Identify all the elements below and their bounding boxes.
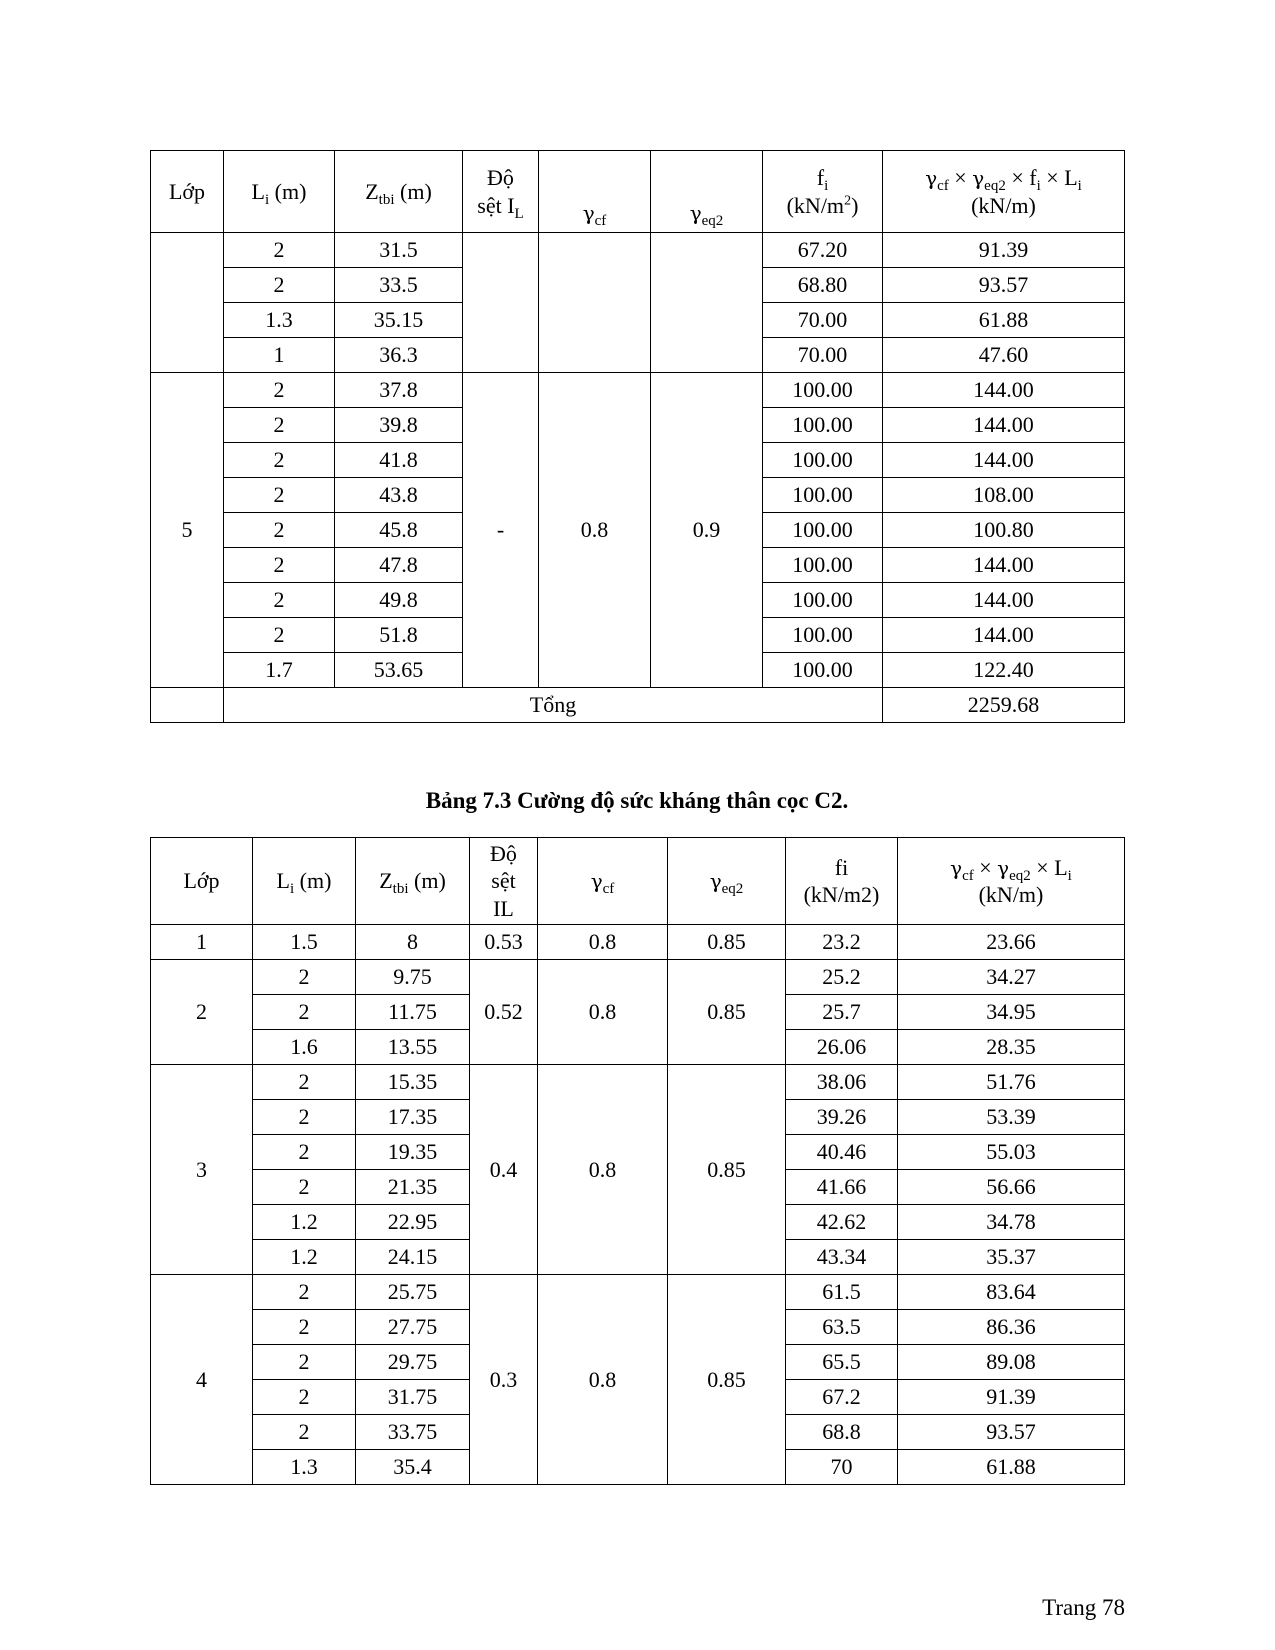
depth-cell: 33.5 — [335, 268, 463, 303]
length-cell: 2 — [253, 1310, 356, 1345]
product-cell: 83.64 — [898, 1275, 1125, 1310]
product-cell: 61.88 — [898, 1450, 1125, 1485]
friction-cell: 100.00 — [763, 618, 883, 653]
total-empty-cell — [151, 688, 224, 723]
length-cell: 2 — [224, 408, 335, 443]
depth-cell: 9.75 — [356, 960, 470, 995]
product-cell: 108.00 — [883, 478, 1125, 513]
length-cell: 2 — [253, 1380, 356, 1415]
product-cell: 23.66 — [898, 925, 1125, 960]
depth-cell: 15.35 — [356, 1065, 470, 1100]
friction-cell: 100.00 — [763, 443, 883, 478]
length-cell: 2 — [224, 583, 335, 618]
length-cell: 2 — [253, 1345, 356, 1380]
header-liquidity-index: Độ sệt IL — [470, 838, 538, 925]
gamma-cf-cell: 0.8 — [538, 925, 668, 960]
friction-cell: 100.00 — [763, 373, 883, 408]
length-cell: 2 — [224, 513, 335, 548]
depth-cell: 31.75 — [356, 1380, 470, 1415]
gamma-cf-cell — [539, 233, 651, 373]
depth-cell: 21.35 — [356, 1170, 470, 1205]
depth-cell: 36.3 — [335, 338, 463, 373]
length-cell: 1.7 — [224, 653, 335, 688]
friction-cell: 61.5 — [786, 1275, 898, 1310]
product-cell: 86.36 — [898, 1310, 1125, 1345]
length-cell: 2 — [253, 1135, 356, 1170]
table-row — [151, 233, 1125, 268]
friction-cell: 67.2 — [786, 1380, 898, 1415]
gamma-eq2-cell: 0.9 — [651, 373, 763, 688]
depth-cell: 49.8 — [335, 583, 463, 618]
depth-cell: 11.75 — [356, 995, 470, 1030]
product-cell: 91.39 — [883, 233, 1125, 268]
length-cell: 2 — [253, 1065, 356, 1100]
friction-cell: 100.00 — [763, 513, 883, 548]
product-cell: 144.00 — [883, 618, 1125, 653]
layer-cell — [151, 233, 224, 373]
liquidity-index-cell — [463, 233, 539, 373]
liquidity-index-cell: 0.4 — [470, 1065, 538, 1275]
friction-cell: 65.5 — [786, 1345, 898, 1380]
liquidity-index-cell: 0.3 — [470, 1275, 538, 1485]
friction-cell: 100.00 — [763, 653, 883, 688]
product-cell: 89.08 — [898, 1345, 1125, 1380]
depth-cell: 47.8 — [335, 548, 463, 583]
length-cell: 2 — [224, 268, 335, 303]
friction-cell: 63.5 — [786, 1310, 898, 1345]
friction-cell: 70.00 — [763, 303, 883, 338]
depth-cell: 27.75 — [356, 1310, 470, 1345]
length-cell: 2 — [253, 1415, 356, 1450]
product-cell: 61.88 — [883, 303, 1125, 338]
friction-cell: 70.00 — [763, 338, 883, 373]
depth-cell: 31.5 — [335, 233, 463, 268]
product-cell: 144.00 — [883, 583, 1125, 618]
gamma-cf-cell: 0.8 — [538, 1275, 668, 1485]
length-cell: 2 — [224, 233, 335, 268]
depth-cell: 17.35 — [356, 1100, 470, 1135]
depth-cell: 41.8 — [335, 443, 463, 478]
header-gamma-eq2: $\gamma_{eq2}$ — [668, 838, 786, 925]
friction-cell: 100.00 — [763, 548, 883, 583]
header-depth: $Z_{tbi}$ (m) — [335, 151, 463, 233]
depth-cell: 39.8 — [335, 408, 463, 443]
table-row — [151, 1275, 1125, 1310]
header-gamma-cf: $\gamma_{cf}$ — [538, 838, 668, 925]
table-row — [151, 925, 1125, 960]
liquidity-index-cell: 0.52 — [470, 960, 538, 1065]
friction-cell: 38.06 — [786, 1065, 898, 1100]
length-cell: 2 — [253, 960, 356, 995]
product-cell: 93.57 — [883, 268, 1125, 303]
product-cell: 34.78 — [898, 1205, 1125, 1240]
length-cell: 1.3 — [253, 1450, 356, 1485]
total-row — [151, 688, 1125, 723]
header-layer: Lớp — [151, 838, 253, 925]
layer-cell: 5 — [151, 373, 224, 688]
table-row — [151, 373, 1125, 408]
layer-cell: 2 — [151, 960, 253, 1065]
header-gamma-cf: $\gamma_{cf}$ — [539, 151, 651, 233]
depth-cell: 8 — [356, 925, 470, 960]
length-cell: 2 — [224, 443, 335, 478]
product-cell: 144.00 — [883, 373, 1125, 408]
depth-cell: 24.15 — [356, 1240, 470, 1275]
depth-cell: 13.55 — [356, 1030, 470, 1065]
product-cell: 35.37 — [898, 1240, 1125, 1275]
page-number: Trang 78 — [1042, 1595, 1125, 1620]
layer-cell: 4 — [151, 1275, 253, 1485]
depth-cell: 53.65 — [335, 653, 463, 688]
length-cell: 2 — [253, 1170, 356, 1205]
length-cell: 1.2 — [253, 1240, 356, 1275]
product-cell: 91.39 — [898, 1380, 1125, 1415]
pile-resistance-table-continued — [150, 150, 1125, 723]
length-cell: 1.6 — [253, 1030, 356, 1065]
length-cell: 2 — [224, 548, 335, 583]
header-gamma-eq2: $\gamma_{eq2}$ — [651, 151, 763, 233]
layer-cell: 3 — [151, 1065, 253, 1275]
length-cell: 2 — [253, 1100, 356, 1135]
liquidity-index-cell: 0.53 — [470, 925, 538, 960]
gamma-cf-cell: 0.8 — [538, 960, 668, 1065]
product-cell: 144.00 — [883, 548, 1125, 583]
depth-cell: 45.8 — [335, 513, 463, 548]
total-value: 2259.68 — [883, 688, 1125, 723]
friction-cell: 100.00 — [763, 478, 883, 513]
total-label: Tổng — [224, 688, 883, 723]
friction-cell: 39.26 — [786, 1100, 898, 1135]
friction-cell: 42.62 — [786, 1205, 898, 1240]
friction-cell: 40.46 — [786, 1135, 898, 1170]
gamma-eq2-cell — [651, 233, 763, 373]
gamma-cf-cell: 0.8 — [539, 373, 651, 688]
length-cell: 2 — [224, 618, 335, 653]
length-cell: 2 — [224, 373, 335, 408]
depth-cell: 37.8 — [335, 373, 463, 408]
product-cell: 34.95 — [898, 995, 1125, 1030]
friction-cell: 100.00 — [763, 583, 883, 618]
friction-cell: 68.8 — [786, 1415, 898, 1450]
friction-cell: 70 — [786, 1450, 898, 1485]
depth-cell: 33.75 — [356, 1415, 470, 1450]
product-cell: 51.76 — [898, 1065, 1125, 1100]
table-header-row — [151, 151, 1125, 233]
header-length: $L_i$ (m) — [253, 838, 356, 925]
depth-cell: 35.4 — [356, 1450, 470, 1485]
length-cell: 1.2 — [253, 1205, 356, 1240]
gamma-eq2-cell: 0.85 — [668, 960, 786, 1065]
friction-cell: 43.34 — [786, 1240, 898, 1275]
table-caption: Bảng 7.3 Cường độ sức kháng thân cọc C2. — [425, 788, 849, 813]
header-friction: fi (kN/m2) — [786, 838, 898, 925]
gamma-eq2-cell: 0.85 — [668, 925, 786, 960]
depth-cell: 22.95 — [356, 1205, 470, 1240]
header-layer: Lớp — [151, 151, 224, 233]
depth-cell: 19.35 — [356, 1135, 470, 1170]
depth-cell: 29.75 — [356, 1345, 470, 1380]
header-liquidity-index: Độ sệt $I_L$ — [463, 151, 539, 233]
gamma-eq2-cell: 0.85 — [668, 1275, 786, 1485]
length-cell: 2 — [253, 1275, 356, 1310]
depth-cell: 51.8 — [335, 618, 463, 653]
gamma-eq2-cell: 0.85 — [668, 1065, 786, 1275]
length-cell: 2 — [253, 995, 356, 1030]
friction-cell: 67.20 — [763, 233, 883, 268]
depth-cell: 35.15 — [335, 303, 463, 338]
header-length: $L_i$ (m) — [224, 151, 335, 233]
product-cell: 144.00 — [883, 443, 1125, 478]
product-cell: 53.39 — [898, 1100, 1125, 1135]
table-row — [151, 1065, 1125, 1100]
pile-c2-resistance-table — [150, 837, 1125, 1485]
friction-cell: 23.2 — [786, 925, 898, 960]
product-cell: 93.57 — [898, 1415, 1125, 1450]
product-cell: 144.00 — [883, 408, 1125, 443]
friction-cell: 25.7 — [786, 995, 898, 1030]
header-product: $\gamma_{cf} \times \gamma_{eq2} \times L_i$ (kN/m) — [898, 838, 1125, 925]
length-cell: 1.3 — [224, 303, 335, 338]
friction-cell: 100.00 — [763, 408, 883, 443]
header-product: $\gamma_{cf} \times \gamma_{eq2} \times f_i \times L_i$ (kN/m) — [883, 151, 1125, 233]
length-cell: 2 — [224, 478, 335, 513]
friction-cell: 41.66 — [786, 1170, 898, 1205]
product-cell: 122.40 — [883, 653, 1125, 688]
friction-cell: 68.80 — [763, 268, 883, 303]
product-cell: 100.80 — [883, 513, 1125, 548]
liquidity-index-cell: - — [463, 373, 539, 688]
product-cell: 34.27 — [898, 960, 1125, 995]
product-cell: 47.60 — [883, 338, 1125, 373]
length-cell: 1.5 — [253, 925, 356, 960]
product-cell: 55.03 — [898, 1135, 1125, 1170]
header-depth: $Z_{tbi}$ (m) — [356, 838, 470, 925]
depth-cell: 43.8 — [335, 478, 463, 513]
product-cell: 56.66 — [898, 1170, 1125, 1205]
length-cell: 1 — [224, 338, 335, 373]
gamma-cf-cell: 0.8 — [538, 1065, 668, 1275]
table-row — [151, 960, 1125, 995]
product-cell: 28.35 — [898, 1030, 1125, 1065]
depth-cell: 25.75 — [356, 1275, 470, 1310]
friction-cell: 26.06 — [786, 1030, 898, 1065]
friction-cell: 25.2 — [786, 960, 898, 995]
header-friction: $f_i$ $(kN/m^2)$ — [763, 151, 883, 233]
layer-cell: 1 — [151, 925, 253, 960]
table-header-row — [151, 838, 1125, 925]
